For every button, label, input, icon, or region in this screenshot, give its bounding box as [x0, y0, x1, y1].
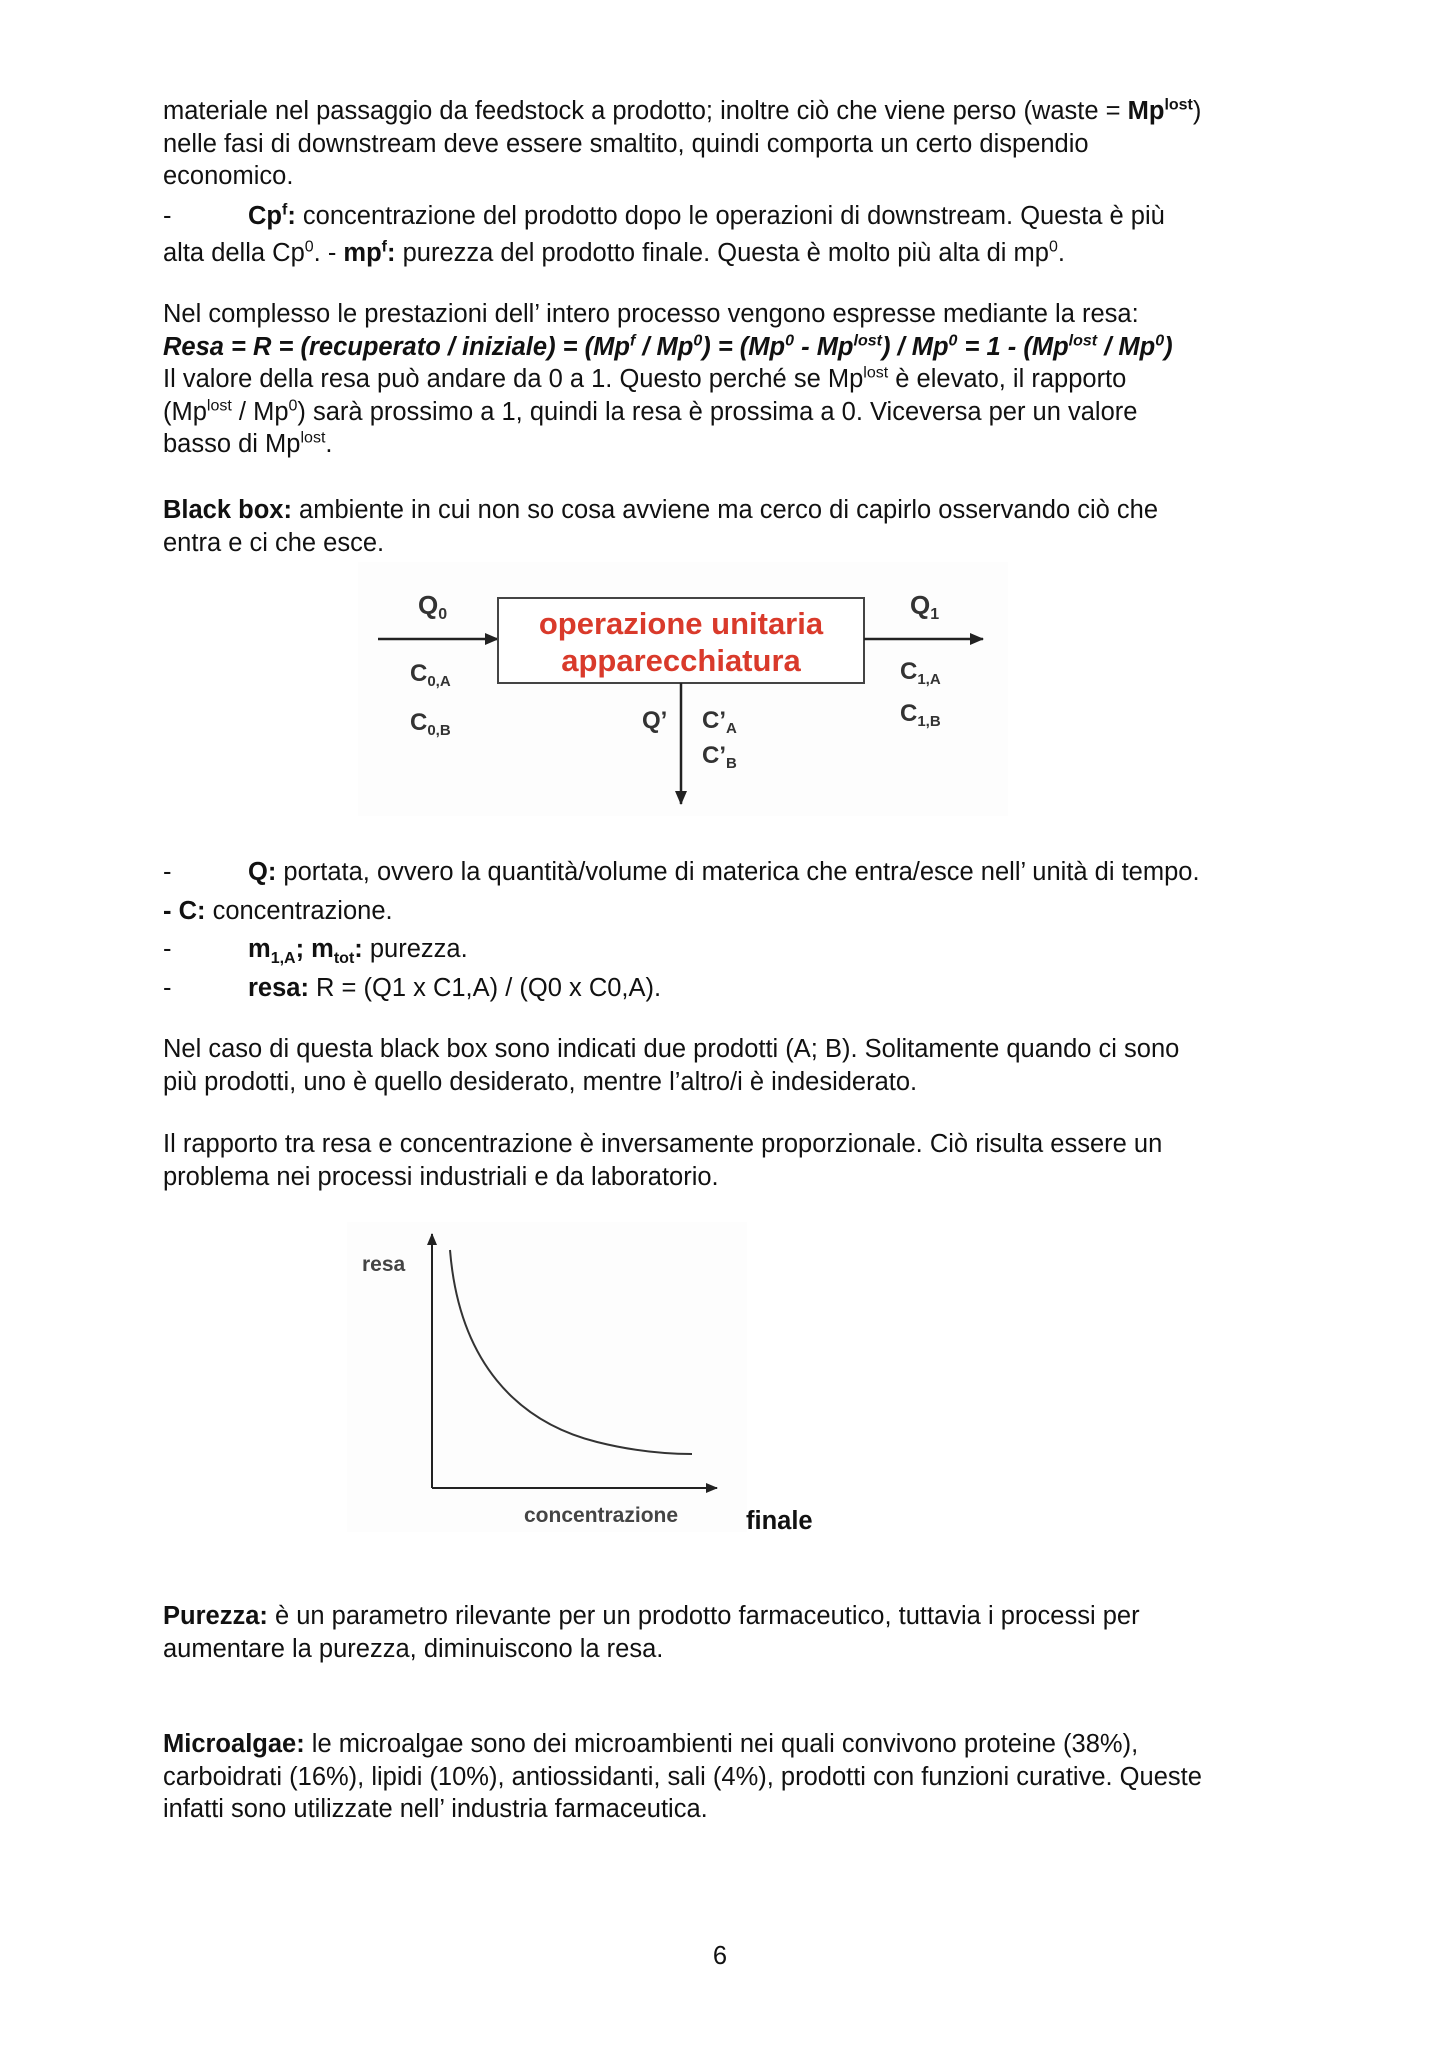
page-number: 6 — [712, 1942, 728, 1970]
text: ) — [1192, 97, 1202, 125]
list-item: - resa: R = (Q1 x C1,A) / (Q0 x C0,A). — [163, 973, 662, 1002]
text-line: carboidrati (16%), lipidi (10%), antiossidanti, sali (4%), prodotti con funzioni curative. Queste — [163, 1762, 1202, 1791]
paragraph-purezza — [163, 1600, 1278, 1665]
paragraph-waste — [163, 95, 1278, 193]
paragraph-products — [163, 1033, 1278, 1098]
label-c-side-a: $C’_A$ — [702, 707, 737, 737]
superscript: f — [381, 238, 387, 255]
text-line: problema nei processi industriali e da laboratorio. — [163, 1162, 719, 1191]
term-label: Microalgae: — [163, 1730, 305, 1758]
formula-resa: Resa = R = (recuperato / iniziale) = $(Mp^f / Mp^0) = (Mp^0 - Mp^{lost}) / Mp^0 = 1 - (Mp^{lost} / Mp^0)$ — [163, 332, 1173, 361]
text: purezza del prodotto finale. Questa è molto più alta di mp — [395, 238, 1049, 267]
inverse-curve — [450, 1250, 692, 1454]
text-line: Nel complesso le prestazioni dell’ intero processo vengono espresse mediante la resa: — [163, 300, 1139, 328]
y-axis-label: resa — [362, 1253, 406, 1276]
label-c0a: $C_{0,A}$ — [410, 660, 451, 690]
superscript: f — [282, 201, 288, 219]
label-c-side-b: $C’_B$ — [702, 742, 737, 772]
label-c1a: $C_{1,A}$ — [900, 658, 941, 688]
paragraph-resa: Nel complesso le prestazioni dell’ intero processo vengono espresse mediante la resa: Resa = R = (recuperato / iniziale) = $(Mp^f / Mp^0) = (Mp^0 - Mp^{lost}) / Mp^0 = 1 - (Mp^{lost} / Mp^0)$ Il valore della resa può andare da 0 a 1. Questo perché se $Mp^{lost}$ è elevato, il rapporto $(Mp^{lost} / Mp^0)$ sarà prossimo a 1, quindi la resa è prossima a 0. Viceversa per un valore basso di $Mp^{lost}$. — [163, 298, 1278, 461]
superscript: 0 — [304, 238, 314, 255]
definitions-list — [163, 856, 1278, 1004]
text: ambiente in cui non so cosa avviene ma cerco di capirlo osservando ciò che — [291, 496, 1159, 524]
text: materiale nel passaggio da feedstock a prodotto; inoltre ciò che viene perso (waste = — [163, 97, 1128, 125]
text: è un parametro rilevante per un prodotto farmaceutico, tuttavia i processi per — [267, 1602, 1140, 1630]
label-q1: Q1 — [910, 590, 940, 623]
list-item: - C: concentrazione. — [163, 896, 393, 925]
paragraph-black-box — [163, 494, 1278, 559]
text: : — [287, 202, 296, 230]
text: le microalgae sono dei microambienti nei quali convivono proteine (38%), — [304, 1730, 1139, 1758]
text-line: Nel caso di questa black box sono indicati due prodotti (A; B). Solitamente quando ci sono — [163, 1035, 1180, 1063]
x-axis-label: concentrazione — [524, 1504, 679, 1527]
black-box-diagram — [358, 562, 1008, 816]
superscript: lost — [1164, 96, 1193, 114]
symbol-mp: Mp — [1127, 97, 1165, 125]
paragraph-rapporto — [163, 1128, 1278, 1193]
graph-caption: finale — [746, 1507, 813, 1535]
text-line: Il rapporto tra resa e concentrazione è inversamente proporzionale. Ciò risulta essere un — [163, 1130, 1163, 1158]
paragraph-cpf — [163, 200, 1278, 269]
list-dash: - — [163, 202, 172, 230]
list-item: - Q: portata, ovvero la quantità/volume di materica che entra/esce nell’ unità di tempo. — [163, 858, 1200, 886]
text-line: nelle fasi di downstream deve essere smaltito, quindi comporta un certo dispendio — [163, 129, 1089, 158]
text-line: economico. — [163, 162, 294, 190]
text: . - — [313, 238, 344, 267]
text: alta della Cp — [163, 238, 305, 267]
label-q-side: Q’ — [642, 707, 668, 734]
term-label: Black box: — [163, 496, 292, 524]
label-c1b: $C_{1,B}$ — [900, 700, 941, 730]
text-line: infatti sono utilizzate nell’ industria farmaceutica. — [163, 1795, 708, 1823]
resa-concentrazione-graph — [347, 1222, 747, 1532]
text-line: entra e ci che esce. — [163, 528, 385, 557]
list-item: - $m_{1,A}$; $m_{tot}$: purezza. — [163, 935, 468, 968]
text: . — [1057, 238, 1065, 267]
label-c0b: $C_{0,B}$ — [410, 709, 451, 739]
label-q0: Q0 — [418, 590, 448, 623]
box-label-line1: operazione unitaria — [538, 606, 824, 641]
symbol-cp: Cp — [248, 202, 282, 230]
text-line: più prodotti, uno è quello desiderato, mentre l’altro/i è indesiderato. — [163, 1067, 918, 1096]
text-line: aumentare la purezza, diminuiscono la resa. — [163, 1634, 664, 1663]
symbol-mp: mp — [343, 238, 382, 267]
superscript: 0 — [1048, 238, 1058, 255]
text: concentrazione del prodotto dopo le operazioni di downstream. Questa è più — [295, 202, 1165, 230]
text: : — [387, 238, 396, 267]
box-label-line2: apparecchiatura — [561, 643, 801, 678]
paragraph-microalgae — [163, 1728, 1278, 1826]
term-label: Purezza: — [163, 1602, 268, 1630]
